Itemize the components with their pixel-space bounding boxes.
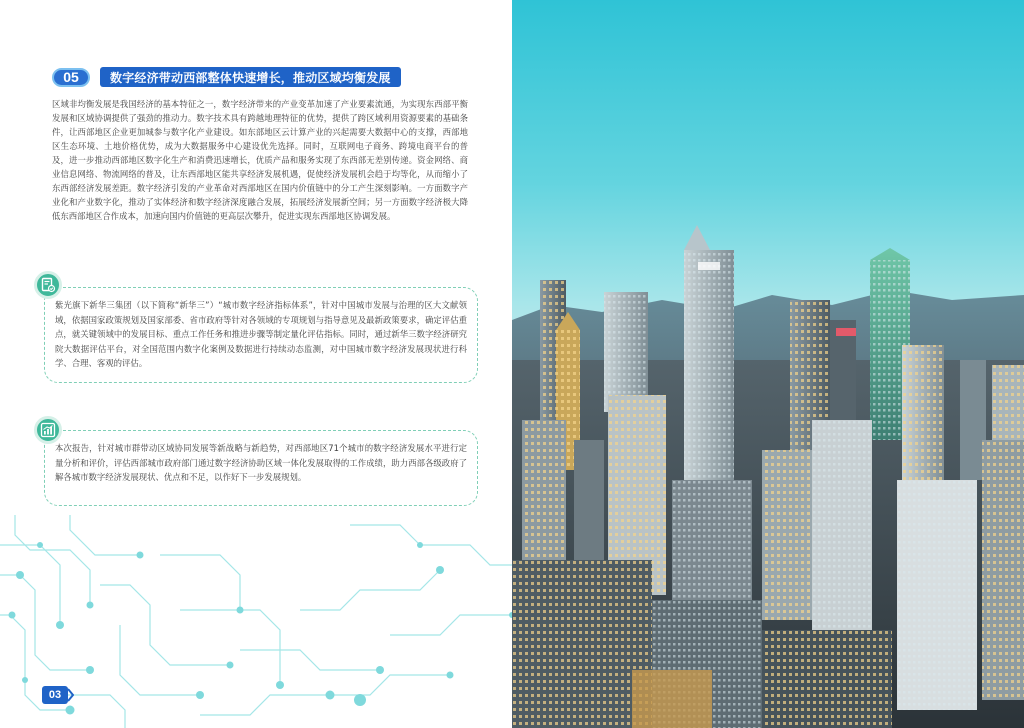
section-title: 数字经济带动西部整体快速增长，推动区域均衡发展 [100, 67, 401, 87]
circuit-decoration [0, 515, 512, 728]
bar-chart-icon [34, 416, 62, 444]
right-page [512, 0, 1024, 728]
page-number: 03 [42, 686, 68, 704]
info-box-report [44, 430, 478, 506]
city-skyline-photo [512, 0, 1024, 728]
intro-paragraph: 区域非均衡发展是我国经济的基本特征之一，数字经济带来的产业变革加速了产业要素流通，为实现东西部平衡发展和区域协调提供了强劲的推动力。数字技术具有跨越地理特征的优势，提供了跨区域利用资源要素的基础条件，让西部地区企业更加城参与数字化产业建设。如东部地区云计算产业的兴起需要大数据中心的支撑，西部地区生态环境、土地价格优势，成为大数据服务中心建设优先选择。同时，互联网电子商务、跨境电商平台的普及，进一步推动西部地区数字化生产和消费迅速增长，优质产品和服务实现了东西部无差别传递。资金网络、商业信息网络、物流网络的普及，让东西部地区能共享经济发展机遇，促使经济发展机会趋于均等化，从而缩小了东西部经济发展差距。数字经济引发的产业革命对西部地区在国内价值链中的分工产生深刻影响。一方面数字产业化和产业数字化，推动了实体经济和数字经济深度融合发展，拓展经济发展新空间；另一方面数字经济极大降低东西部地区合作成本，加速向国内价值链的更高层次攀升，促进实现东西部地区协调发展。 [52, 99, 468, 221]
info-box-new-h3c [44, 287, 478, 383]
info-box-text: 本次报告，针对城市群带动区域协同发展等新战略与新趋势，对西部地区71个城市的数字经济发展水平进行定量分析和评价，评估西部城市政府部门通过数字经济协助区域一体化发展取得的工作成绩，助力西部各级政府了解各城市数字经济发展现状、优点和不足，以作好下一步发展规划。 [55, 443, 467, 482]
info-box-text: 紫光旗下新华三集团（以下简称“新华三”）“城市数字经济指标体系”，针对中国城市发展与治理的区大文献领域，依据国家政策规划及国家部委、省市政府等针对各领域的专项规划与指导意见及最新政策要求，确定评估重点，就关键领域中的发展目标、重点工作任务和推进步骤等制定量化评估指标。同时，通过新华三数字经济研究院大数据评估平台，对全国范围内数字化案例及数据进行持续动态监测，对中国城市数字经济发展现状进行科学、合理、客观的评估。 [55, 300, 467, 368]
section-number: 05 [52, 68, 90, 87]
document-check-icon [34, 271, 62, 299]
page-number-chevron-icon [68, 686, 74, 704]
section-header [52, 67, 401, 87]
